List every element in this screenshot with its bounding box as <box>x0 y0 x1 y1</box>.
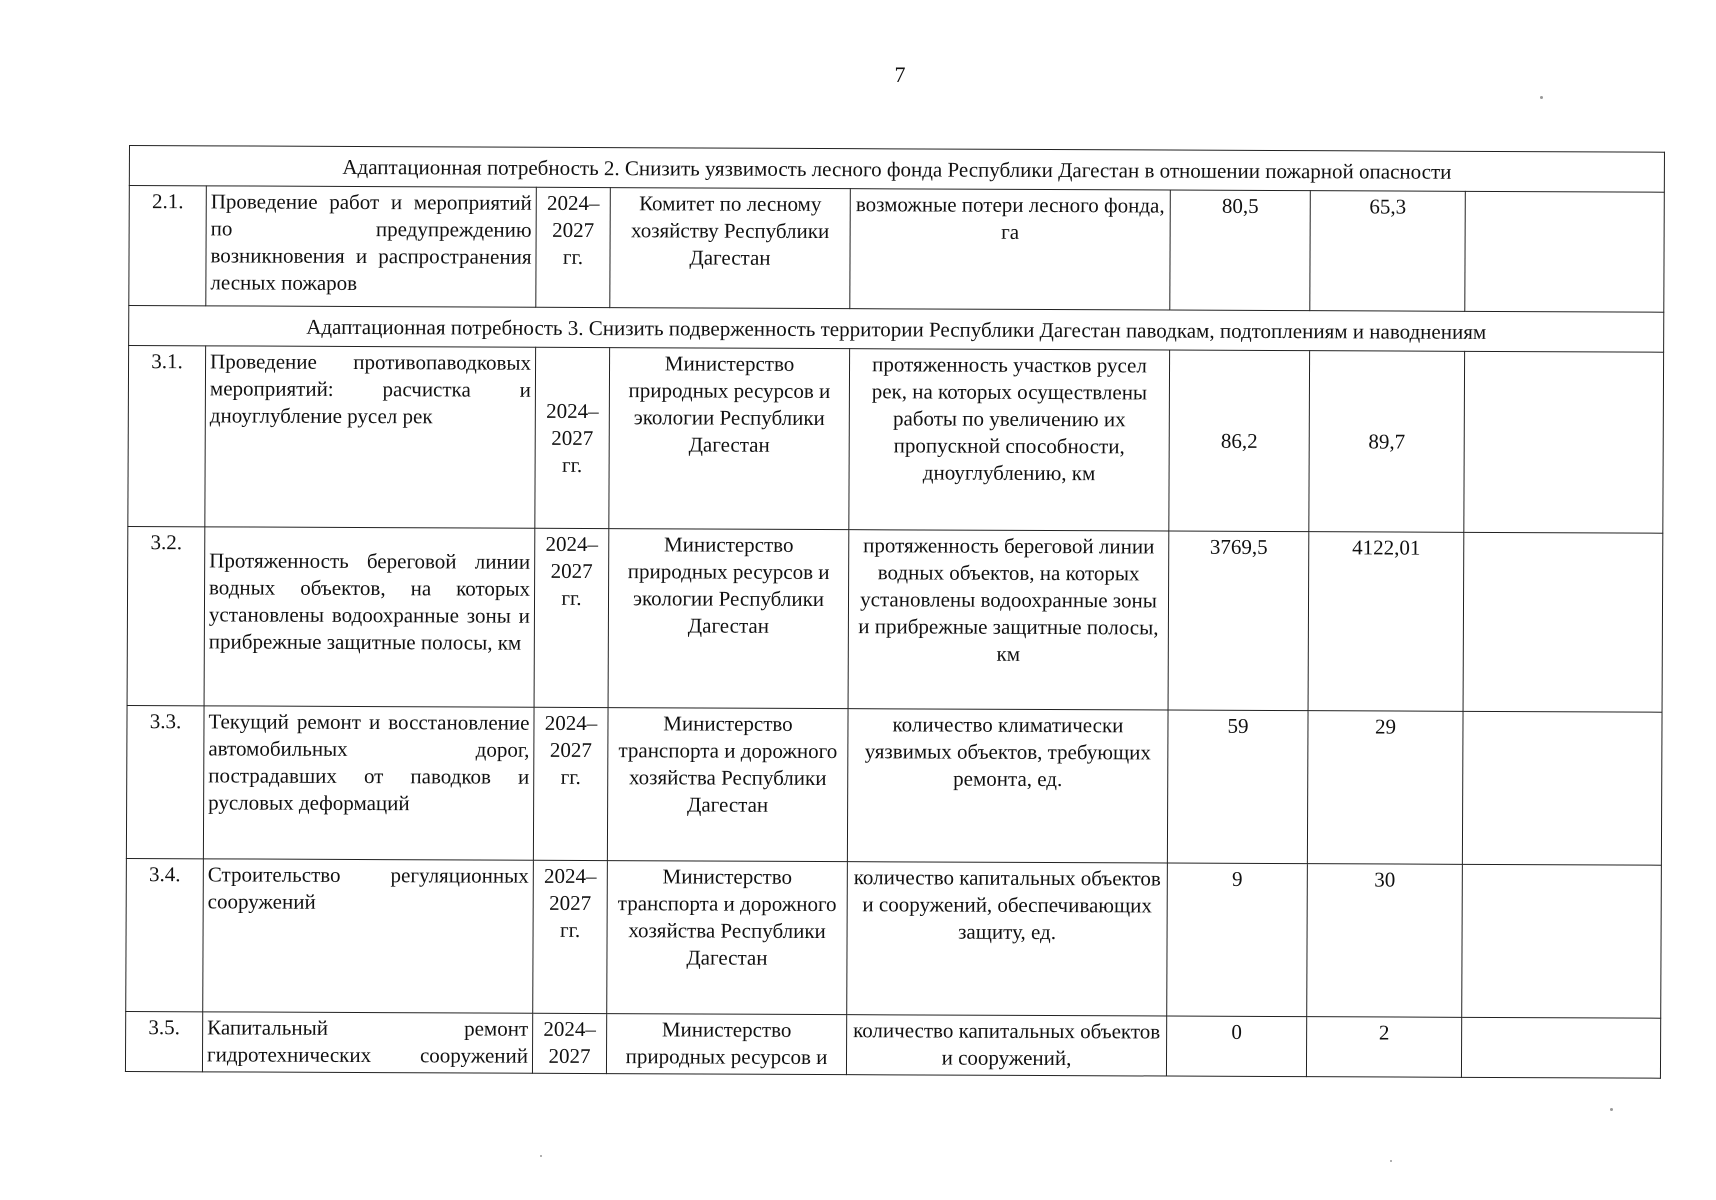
empty-cell <box>1465 191 1665 312</box>
target-value: 30 <box>1307 864 1463 1018</box>
measure-name: Проведение работ и мероприятий по предупреждению возникновения и распространения лесных пожаров <box>206 186 537 307</box>
responsible-body: Министерство транспорта и дорожного хозяйства Республики Дагестан <box>607 861 848 1015</box>
row-number: 2.1. <box>129 186 207 306</box>
row-number: 3.3. <box>126 705 204 858</box>
scan-speck <box>540 1155 542 1157</box>
indicator: протяженность береговой линии водных объектов, на которых установлены водоохранные зоны и прибрежные защитные полосы, км <box>848 530 1169 710</box>
page-number: 7 <box>894 62 906 87</box>
responsible-body: Министерство природных ресурсов и экологии Республики Дагестан <box>608 529 849 709</box>
indicator: количество капитальных объектов и сооружений, обеспечивающих защиту, ед. <box>847 862 1168 1016</box>
measures-table <box>125 145 1665 1079</box>
measure-name: Капитальный ремонт гидротехнических сооружений <box>202 1012 532 1073</box>
target-value: 4122,01 <box>1308 532 1464 712</box>
section-title: Адаптационная потребность 3. Снизить подверженность территории Республики Дагестан паводкам, подтоплениям и наводнениям <box>129 306 1664 353</box>
empty-cell <box>1461 1017 1660 1078</box>
period: 2024–2027 гг. <box>534 528 609 707</box>
section-header-row <box>129 306 1664 353</box>
indicator: количество климатически уязвимых объектов, требующих ремонта, ед. <box>847 709 1168 863</box>
responsible-body: Комитет по лесному хозяйству Республики Дагестан <box>610 188 851 309</box>
table-row <box>126 858 1662 1018</box>
measure-name: Строительство регуляционных сооружений <box>203 859 534 1013</box>
period: 2024–2027 гг. <box>533 707 608 860</box>
table-row <box>128 346 1664 534</box>
base-value: 0 <box>1166 1016 1306 1077</box>
row-number: 3.4. <box>126 858 204 1011</box>
scan-speck <box>1610 1108 1613 1111</box>
base-value: 3769,5 <box>1168 531 1309 711</box>
empty-cell <box>1462 711 1662 865</box>
table-row <box>129 186 1665 313</box>
empty-cell <box>1462 864 1662 1018</box>
table-row <box>126 705 1662 865</box>
row-number: 3.2. <box>127 526 205 705</box>
target-value: 65,3 <box>1310 191 1466 312</box>
indicator: количество капитальных объектов и сооружений, <box>846 1015 1166 1076</box>
responsible-body: Министерство природных ресурсов и <box>606 1014 846 1075</box>
table-row <box>127 526 1663 712</box>
empty-cell <box>1464 351 1664 533</box>
base-value: 59 <box>1167 710 1308 864</box>
section-header-row <box>129 146 1664 193</box>
target-value: 2 <box>1306 1017 1461 1078</box>
period: 2024–2027 <box>532 1013 606 1073</box>
target-value: 29 <box>1307 711 1463 865</box>
scan-speck <box>1390 1160 1392 1162</box>
base-value: 80,5 <box>1170 190 1311 311</box>
section-title: Адаптационная потребность 2. Снизить уязвимость лесного фонда Республики Дагестан в отношении пожарной опасности <box>129 146 1664 193</box>
base-value: 9 <box>1167 863 1308 1017</box>
period: 2024–2027 гг. <box>533 860 608 1013</box>
target-value: 89,7 <box>1309 351 1465 533</box>
period: 2024–2027 гг. <box>535 347 610 528</box>
row-number: 3.5. <box>125 1011 202 1071</box>
empty-cell <box>1463 532 1663 712</box>
base-value: 86,2 <box>1169 350 1310 532</box>
indicator: протяженность участков русел рек, на которых осуществлены работы по увеличению их пропускной способности, дноуглублению, км <box>849 349 1170 531</box>
row-number: 3.1. <box>128 346 206 527</box>
responsible-body: Министерство транспорта и дорожного хозяйства Республики Дагестан <box>607 708 848 862</box>
measure-name: Протяженность береговой линии водных объектов, на которых установлены водоохранные зоны и прибрежные защитные полосы, км <box>204 527 535 707</box>
table-row <box>125 1011 1660 1078</box>
responsible-body: Министерство природных ресурсов и экологии Республики Дагестан <box>609 348 850 530</box>
measure-name: Текущий ремонт и восстановление автомобильных дорог, пострадавших от паводков и русловых деформаций <box>203 706 534 860</box>
measure-name: Проведение противопаводковых мероприятий: расчистка и дноуглубление русел рек <box>205 346 536 528</box>
indicator: возможные потери лесного фонда, га <box>850 189 1171 310</box>
period: 2024–2027 гг. <box>536 187 611 307</box>
scan-speck <box>1540 96 1543 99</box>
